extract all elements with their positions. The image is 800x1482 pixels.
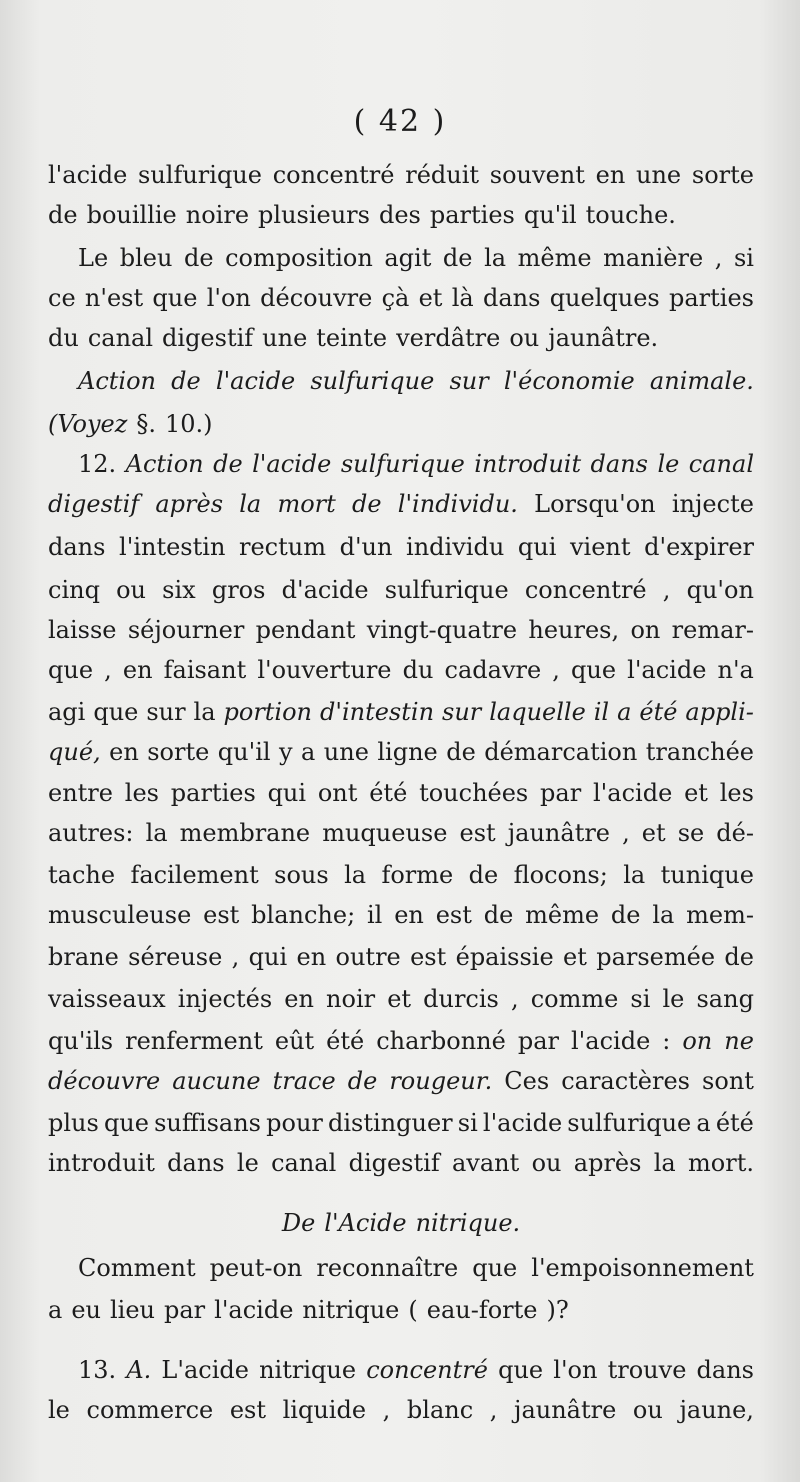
word: agit — [384, 244, 432, 272]
word: verdâtre — [396, 324, 501, 352]
word: d'acide — [281, 576, 369, 604]
word: De — [281, 1209, 316, 1237]
word: 13. — [78, 1356, 117, 1384]
word: touchées — [419, 779, 529, 807]
word: a — [696, 1109, 711, 1137]
text-line — [48, 1295, 754, 1325]
word: des — [378, 201, 421, 229]
word: la — [653, 1149, 676, 1177]
text-line — [48, 860, 754, 890]
text-line — [48, 243, 754, 273]
word: d'intestin — [319, 698, 435, 726]
word: le — [236, 1149, 259, 1177]
word: par — [517, 1027, 559, 1055]
word: qu'ils — [48, 1027, 114, 1055]
word: comme — [530, 985, 619, 1013]
word: injectés — [177, 985, 273, 1013]
word: une — [323, 738, 369, 766]
word: ont — [317, 779, 358, 807]
word: §. — [136, 410, 156, 438]
word: est — [410, 943, 447, 971]
word: rectum — [239, 533, 326, 561]
text-line — [48, 778, 754, 808]
word: trouve — [607, 1356, 687, 1384]
word: de — [610, 901, 641, 929]
word: blanche; — [251, 901, 356, 929]
word: pendant — [255, 616, 356, 644]
word: réduit — [405, 161, 480, 189]
word: suffisans — [154, 1109, 261, 1137]
word: après — [573, 1149, 642, 1177]
word: et — [563, 943, 587, 971]
word: autres: — [48, 819, 134, 847]
word: découvre — [260, 284, 373, 312]
word: sorte — [147, 738, 210, 766]
word: mort. — [688, 1149, 754, 1177]
word: Action — [125, 450, 204, 478]
word: l'Acide — [324, 1209, 407, 1237]
word: en — [109, 738, 139, 766]
text-line — [48, 984, 754, 1014]
word: , — [622, 819, 630, 847]
word: lieu — [109, 1296, 155, 1324]
word: que — [48, 656, 94, 684]
word: Ces — [504, 1067, 550, 1095]
word: sous — [274, 861, 329, 889]
word: dans — [167, 1149, 225, 1177]
word: canal — [688, 450, 754, 478]
word: sur — [146, 698, 186, 726]
word: de — [171, 367, 201, 395]
word: le — [657, 450, 680, 478]
text-line — [48, 409, 754, 439]
word: Comment — [78, 1254, 196, 1282]
word: noir — [326, 985, 376, 1013]
word: est — [229, 1396, 267, 1424]
word: on — [630, 616, 661, 644]
word: aucune — [172, 1067, 261, 1095]
word: renferment — [125, 1027, 263, 1055]
word: épaissie — [455, 943, 554, 971]
word: noire — [185, 201, 250, 229]
word: de — [446, 738, 476, 766]
word: par — [540, 779, 582, 807]
text-line — [48, 942, 754, 972]
word: sulfurique — [310, 367, 435, 395]
word: l'acide — [214, 1296, 294, 1324]
word: flocons; — [513, 861, 608, 889]
word: , — [662, 576, 671, 604]
word: de — [48, 201, 78, 229]
word: qu'on — [686, 576, 754, 604]
word: en — [284, 985, 314, 1013]
word: muqueuse — [322, 819, 448, 847]
word: animale. — [649, 367, 754, 395]
word: eau-forte — [426, 1296, 538, 1324]
word: en — [595, 161, 626, 189]
word: bleu — [119, 244, 173, 272]
word: l'acide — [215, 367, 296, 395]
word: )? — [546, 1296, 569, 1324]
word: qu'il — [523, 201, 577, 229]
word: été — [326, 1027, 365, 1055]
word: avant — [452, 1149, 520, 1177]
word: laquelle — [489, 698, 586, 726]
text-line — [48, 697, 754, 727]
word: la — [193, 698, 216, 726]
word: sulfurique — [340, 450, 465, 478]
word: brane — [48, 943, 119, 971]
word: souvent — [489, 161, 585, 189]
word: faisant — [163, 656, 247, 684]
word: jaunâtre. — [548, 324, 659, 352]
text-line — [48, 1208, 754, 1238]
text-line — [48, 160, 754, 190]
text-line — [48, 200, 754, 230]
word: même — [525, 901, 600, 929]
word: il — [367, 901, 383, 929]
text-line — [48, 615, 754, 645]
word: l'on — [553, 1356, 598, 1384]
word: l'on — [206, 284, 251, 312]
word: charbonné — [376, 1027, 506, 1055]
word: ne — [724, 1027, 754, 1055]
word: de — [442, 244, 473, 272]
word: caractères — [561, 1067, 690, 1095]
word: été — [369, 779, 408, 807]
word: est — [459, 819, 496, 847]
word: qu'il — [217, 738, 271, 766]
word: , — [489, 1396, 498, 1424]
word: ou — [509, 324, 540, 352]
word: nitrique. — [415, 1209, 521, 1237]
word: de — [347, 1067, 378, 1095]
word: de — [468, 861, 499, 889]
word: d'expirer — [644, 533, 754, 561]
word: la — [239, 490, 262, 518]
word: l'acide — [252, 450, 332, 478]
word: que — [103, 1109, 149, 1137]
word: et — [641, 819, 666, 847]
word: a — [48, 1296, 63, 1324]
word: en — [394, 901, 424, 929]
text-line — [48, 1395, 754, 1425]
word: pour — [266, 1109, 323, 1137]
word: digestif — [348, 1149, 440, 1177]
text-line — [48, 655, 754, 685]
word: touche. — [585, 201, 676, 229]
word: Action — [78, 367, 156, 395]
word: les — [124, 779, 159, 807]
word: parties — [170, 779, 256, 807]
word: ligne — [377, 738, 438, 766]
word: d'un — [339, 533, 393, 561]
word: distinguer — [328, 1109, 453, 1137]
word: séjourner — [127, 616, 245, 644]
word: cadavre — [444, 656, 542, 684]
word: vient — [569, 533, 631, 561]
text-line — [48, 1066, 754, 1096]
word: l'empoisonnement — [531, 1254, 754, 1282]
word: rougeur. — [389, 1067, 493, 1095]
word: , — [382, 1396, 391, 1424]
word: découvre — [48, 1067, 161, 1095]
word: jaune, — [679, 1396, 754, 1424]
word: séreuse — [128, 943, 223, 971]
word: dans — [590, 450, 648, 478]
word: quelques — [549, 284, 660, 312]
text-line — [48, 1108, 754, 1138]
word: membrane — [179, 819, 311, 847]
word: facilement — [130, 861, 259, 889]
word: laisse — [48, 616, 117, 644]
word: ou — [632, 1396, 663, 1424]
word: de — [351, 490, 382, 518]
word: la — [145, 819, 168, 847]
word: sulfurique — [384, 576, 509, 604]
word: tache — [48, 861, 116, 889]
word: démarcation — [484, 738, 638, 766]
word: injecte — [671, 490, 754, 518]
word: est — [435, 901, 472, 929]
word: après — [155, 490, 224, 518]
word: dé- — [716, 819, 754, 847]
word: jaunâtre — [514, 1396, 617, 1424]
text-line — [48, 489, 754, 519]
word: introduit — [474, 450, 582, 478]
word: nitrique — [259, 1356, 357, 1384]
word: l'acide — [593, 779, 673, 807]
word: une — [262, 324, 308, 352]
word: dans — [48, 533, 106, 561]
word: été — [715, 1109, 754, 1137]
word: l'acide — [571, 1027, 651, 1055]
text-line — [48, 283, 754, 313]
word: en — [122, 656, 153, 684]
word: du — [48, 324, 79, 352]
word: la — [623, 861, 646, 889]
word: et — [418, 284, 443, 312]
text-line — [48, 1253, 754, 1283]
word: , — [104, 656, 112, 684]
word: qui — [248, 943, 288, 971]
word: 10.) — [165, 410, 213, 438]
word: vaisseaux — [48, 985, 166, 1013]
word: , — [231, 943, 240, 971]
word: sang — [696, 985, 754, 1013]
word: peut-on — [209, 1254, 303, 1282]
word: qué, — [48, 738, 101, 766]
word: dans — [482, 284, 541, 312]
text-line — [48, 366, 754, 396]
word: l'acide — [48, 161, 128, 189]
word: , — [510, 985, 519, 1013]
word: commerce — [86, 1396, 214, 1424]
word: sur — [449, 367, 489, 395]
word: il — [593, 698, 610, 726]
text-line — [48, 575, 754, 605]
word: de — [483, 901, 514, 929]
word: de — [213, 450, 243, 478]
word: blanc — [406, 1396, 474, 1424]
word: teinte — [316, 324, 388, 352]
word: agi — [48, 698, 86, 726]
word: eût — [274, 1027, 315, 1055]
word: heures, — [528, 616, 620, 644]
word: ou — [531, 1149, 562, 1177]
word: cinq — [48, 576, 100, 604]
word: vingt-quatre — [366, 616, 518, 644]
word: concentré — [272, 161, 395, 189]
word: de — [724, 943, 754, 971]
text-line — [48, 532, 754, 562]
word: l'acide — [627, 656, 707, 684]
word: sulfurique — [567, 1109, 692, 1137]
word: n'a — [717, 656, 754, 684]
text-line — [48, 818, 754, 848]
word: L'acide — [161, 1356, 249, 1384]
word: eu — [71, 1296, 101, 1324]
text-line — [48, 323, 754, 353]
word: qui — [267, 779, 307, 807]
word: individu — [406, 533, 505, 561]
word: l'individu. — [397, 490, 518, 518]
page-number: ( 42 ) — [353, 104, 447, 139]
word: n'est — [84, 284, 144, 312]
word: digestif — [162, 324, 254, 352]
word: si — [733, 244, 754, 272]
word: portion — [223, 698, 313, 726]
word: de — [183, 244, 214, 272]
word: une — [636, 161, 682, 189]
word: concentré — [366, 1356, 488, 1384]
word: a — [301, 738, 316, 766]
word: durcis — [423, 985, 499, 1013]
word: l'ouverture — [257, 656, 392, 684]
word: canal — [87, 324, 154, 352]
word: la — [484, 244, 507, 272]
word: et — [387, 985, 412, 1013]
word: si — [630, 985, 651, 1013]
word: parties — [669, 284, 754, 312]
word: mem- — [686, 901, 754, 929]
word: çà — [381, 284, 410, 312]
word: musculeuse — [48, 901, 192, 929]
word: du — [402, 656, 434, 684]
word: là — [451, 284, 474, 312]
word: entre — [48, 779, 113, 807]
word: l'économie — [503, 367, 635, 395]
word: que — [498, 1356, 544, 1384]
word: tranchée — [645, 738, 754, 766]
word: A. — [126, 1356, 152, 1384]
word: ce — [48, 284, 76, 312]
word: manière — [603, 244, 704, 272]
word: et — [684, 779, 708, 807]
text-line — [48, 449, 754, 479]
word: canal — [271, 1149, 337, 1177]
word: liquide — [282, 1396, 367, 1424]
word: 12. — [78, 450, 117, 478]
word: le — [48, 1396, 70, 1424]
word: les — [719, 779, 754, 807]
word: que — [571, 656, 617, 684]
word: sont — [702, 1067, 754, 1095]
text-line — [48, 737, 754, 767]
word: trace — [272, 1067, 336, 1095]
word: mort — [277, 490, 336, 518]
word: est — [203, 901, 240, 929]
word: jaunâtre — [507, 819, 611, 847]
word: digestif — [48, 490, 140, 518]
word: y — [279, 738, 293, 766]
text-line — [48, 1355, 754, 1385]
word: bouillie — [86, 201, 177, 229]
word: parties — [429, 201, 515, 229]
text-line — [48, 900, 754, 930]
word: reconnaître — [316, 1254, 459, 1282]
word: Lorsqu'on — [534, 490, 656, 518]
word: introduit — [48, 1149, 155, 1177]
word: été — [639, 698, 678, 726]
word: qui — [517, 533, 557, 561]
word: concentré — [524, 576, 647, 604]
word: , — [714, 244, 723, 272]
word: sorte — [691, 161, 754, 189]
word: tunique — [660, 861, 754, 889]
word: la — [652, 901, 675, 929]
text-line — [48, 1026, 754, 1056]
word: sulfurique — [138, 161, 262, 189]
word: parsemée — [596, 943, 716, 971]
word: en — [296, 943, 327, 971]
word: composition — [225, 244, 373, 272]
word: que — [472, 1254, 518, 1282]
word: (Voyez — [48, 410, 128, 438]
word: l'intestin — [119, 533, 226, 561]
word: sur — [442, 698, 482, 726]
word: se — [677, 819, 705, 847]
word: outre — [335, 943, 401, 971]
word: appli- — [685, 698, 754, 726]
word: même — [517, 244, 592, 272]
word: six — [162, 576, 196, 604]
word: le — [662, 985, 685, 1013]
word: forme — [381, 861, 454, 889]
word: ou — [116, 576, 146, 604]
word: dans — [696, 1356, 754, 1384]
word: la — [344, 861, 367, 889]
word: plusieurs — [258, 201, 370, 229]
word: , — [552, 656, 560, 684]
word: que — [152, 284, 198, 312]
word: : — [662, 1027, 671, 1055]
word: plus — [48, 1109, 99, 1137]
word: ( — [408, 1296, 418, 1324]
word: que — [93, 698, 139, 726]
word: Le — [78, 244, 109, 272]
word: nitrique — [302, 1296, 400, 1324]
word: l'acide — [482, 1109, 563, 1137]
word: par — [164, 1296, 206, 1324]
word: a — [617, 698, 632, 726]
word: gros — [211, 576, 266, 604]
word: on — [682, 1027, 713, 1055]
word: si — [457, 1109, 478, 1137]
text-line — [48, 1148, 754, 1178]
word: remar- — [671, 616, 754, 644]
